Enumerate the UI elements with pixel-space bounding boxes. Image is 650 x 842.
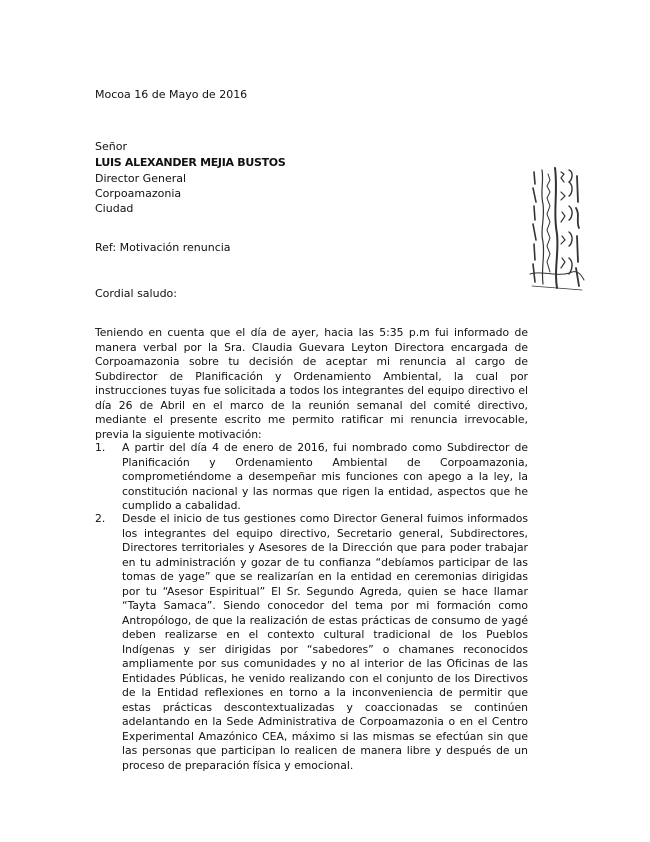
list-item-text: A partir del día 4 de enero de 2016, fui nombrado como Subdirector de Planificación y Ordenamiento Ambiental de Corpoamazonia, comprometiéndome a desempeñar mis funciones con apego a la ley, la constitución nacional y las normas que rigen la entidad, aspectos que he cumplido a cabalidad. bbox=[122, 441, 528, 512]
list-item-number: 1. bbox=[95, 441, 106, 454]
received-stamp-annotation bbox=[528, 162, 586, 294]
list-item bbox=[95, 441, 528, 514]
list-item bbox=[95, 512, 528, 773]
list-item-text: Desde el inicio de tus gestiones como Director General fuimos informados los integrantes del equipo directivo, Secretario general, Subdirectores, Directores territoriales y Asesores de la Dirección que para poder trabajar en tu administración y gozar de tu confianza “debíamos participar de las tomas de yage” que se realizarían en la entidad en ceremonias dirigidas por tu “Asesor Espiritual” El Sr. Segundo Agreda, quien se hace llamar “Tayta Samaca”. Siendo conocedor del tema por mi formación como Antropólogo, de que la realización de estas prácticas de consumo de yagé deben realizarse en el contexto cultural tradicional de los Pueblos Indígenas y ser dirigidas por “sabedores” o chamanes reconocidos ampliamente por sus comunidades y no al interior de las Oficinas de las Entidades Públicas, he venido realizando con el conjunto de los Directivos de la Entidad reflexiones en torno a la inconveniencia de permitir que estas prácticas descontextualizadas y coaccionadas se continúen adelantando en la Sede Administrativa de Corpoamazonia o en el Centro Experimental Amazónico CEA, máximo si las mismas se efectúan sin que las personas que participan lo realicen de manera libre y después de un proceso de preparación física y emocional. bbox=[122, 512, 528, 772]
recipient-position: Director General bbox=[95, 172, 187, 185]
intro-paragraph: Teniendo en cuenta que el día de ayer, hacia las 5:35 p.m fui informado de manera verbal por la Sra. Claudia Guevara Leyton Directora encargada de Corpoamazonia sobre tu decisión de aceptar mi renuncia al cargo de Subdirector de Planificación y Ordenamiento Ambiental, la cual por instrucciones tuyas fue solicitada a todos los integrantes del equipo directivo el día 26 de Abril en el marco de la reunión semanal del comité directivo, mediante el presente escrito me permito ratificar mi renuncia irrevocable, previa la siguiente motivación: bbox=[95, 326, 528, 441]
salutation-title: Señor bbox=[95, 140, 127, 153]
letter-date: Mocoa 16 de Mayo de 2016 bbox=[95, 88, 248, 101]
reference-line: Ref: Motivación renuncia bbox=[95, 241, 231, 254]
greeting: Cordial saludo: bbox=[95, 287, 177, 300]
list-item-number: 2. bbox=[95, 512, 106, 525]
recipient-name: LUIS ALEXANDER MEJIA BUSTOS bbox=[95, 156, 286, 169]
recipient-organization: Corpoamazonia bbox=[95, 187, 182, 200]
recipient-city: Ciudad bbox=[95, 202, 134, 215]
